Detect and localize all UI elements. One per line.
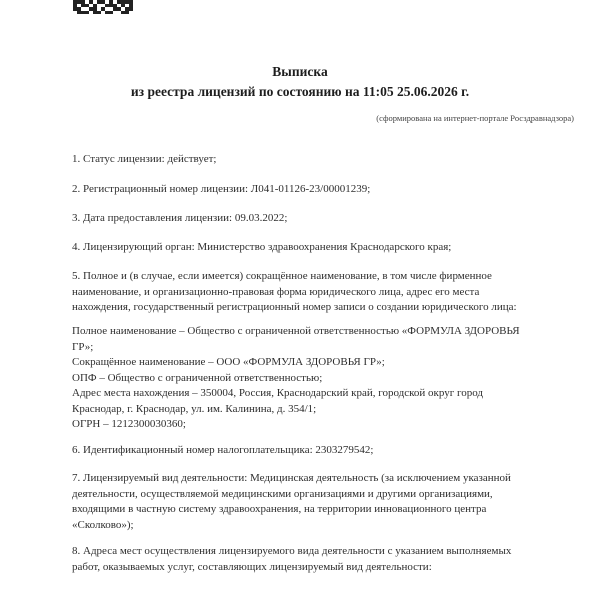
opf-line: ОПФ – Общество с ограниченной ответственностью; <box>72 371 323 384</box>
item-license-status: 1. Статус лицензии: действует; <box>72 153 217 165</box>
text-line: 8. Адреса мест осуществления лицензируемого вида деятельности с указанием выполняемых <box>72 545 512 557</box>
full-name-line: ГР»; <box>72 340 94 353</box>
item-registration-number: 2. Регистрационный номер лицензии: Л041-01126-23/00001239; <box>72 183 371 195</box>
document-subtitle: из реестра лицензий по состоянию на 11:05 25.06.2026 г. <box>130 84 470 99</box>
text-line: наименование, и организационно-правовая форма юридического лица, адрес его места <box>72 285 480 298</box>
source-note: (сформирована на интернет-портале Росздравнадзора) <box>376 113 574 123</box>
address-line: Адрес места нахождения – 350004, Россия, Краснодарский край, городской округ город <box>72 387 484 399</box>
item-legal-entity-heading <box>72 269 577 316</box>
item-issue-date: 3. Дата предоставления лицензии: 09.03.2022; <box>72 212 288 224</box>
text-line: 5. Полное и (в случае, если имеется) сокращённое наименование, в том числе фирменное <box>72 270 492 282</box>
item-inn: 6. Идентификационный номер налогоплательщика: 2303279542; <box>72 444 374 456</box>
legal-entity-details <box>72 324 577 433</box>
item-activity-addresses <box>72 544 577 575</box>
text-line: «Сколково»); <box>72 518 134 531</box>
text-line: работ, оказываемых услуг, составляющих лицензируемый вид деятельности: <box>72 560 432 573</box>
ogrn-line: ОГРН – 1212300030360; <box>72 418 186 430</box>
qr-code-icon <box>73 0 133 14</box>
document-title: Выписка <box>272 64 328 79</box>
text-line: нахождения, государственный регистрационный номер записи о создании юридического лица: <box>72 301 517 313</box>
item-licensing-authority: 4. Лицензирующий орган: Министерство здравоохранения Краснодарского края; <box>72 241 452 253</box>
text-line: входящими в частную систему здравоохранения, на территории инновационного центра <box>72 503 487 515</box>
text-line: 7. Лицензируемый вид деятельности: Медицинская деятельность (за исключением указанной <box>72 472 511 484</box>
item-activity-type <box>72 471 577 533</box>
short-name-line: Сокращённое наименование – ООО «ФОРМУЛА ЗДОРОВЬЯ ГР»; <box>72 356 385 368</box>
text-line: деятельности, осуществляемой медицинскими организациями и другими организациями, <box>72 487 493 500</box>
full-name-line: Полное наименование – Общество с ограниченной ответственностью «ФОРМУЛА ЗДОРОВЬЯ <box>72 325 520 337</box>
address-line: Краснодар, г. Краснодар, ул. им. Калинина, д. 354/1; <box>72 402 317 415</box>
